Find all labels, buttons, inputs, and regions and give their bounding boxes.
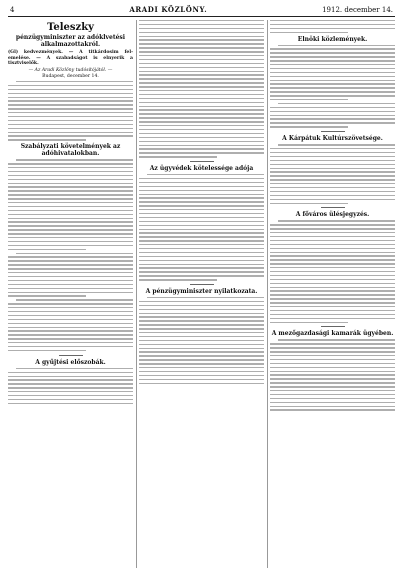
running-header [8, 5, 395, 17]
column-1 [8, 20, 133, 413]
newspaper-title: ARADI KÖZLÖNY. [129, 5, 208, 14]
column-3 [270, 20, 395, 413]
article-body-4 [139, 20, 264, 158]
section-heading-lawyers: Az ügyvédek kötelessége adója [149, 165, 254, 173]
article-dateline: Budapest, december 14. [42, 74, 99, 80]
article-body-11 [270, 339, 395, 410]
section-separator [270, 206, 395, 209]
article-body-2 [8, 159, 133, 351]
section-heading-collection: A gyűjtési előszobák. [35, 358, 106, 366]
section-heading-requirements: Szabályzati követelmények az adóhivatalokban. [20, 143, 121, 158]
article-title-teleszky: Teleszky [47, 22, 94, 33]
article-body-7 [270, 20, 395, 33]
article-source: — Az Aradi Közlöny tudósítójától. — [28, 67, 113, 73]
page-number: 4 [10, 6, 15, 14]
article-body-5 [139, 174, 264, 280]
article-columns [8, 20, 395, 413]
section-heading-minister: A pénzügyminiszter nyilatkozata. [145, 288, 258, 295]
article-body-1 [8, 81, 133, 141]
section-separator [270, 130, 395, 133]
article-body-8 [270, 45, 395, 128]
article-subtitle: pénzügyminiszter az adóklvetési alkalmazottakról. [15, 34, 126, 48]
column-2 [139, 20, 264, 413]
article-body-3 [8, 368, 133, 404]
section-heading-capital: A főváros ülésjegyzés. [295, 211, 370, 219]
section-separator [139, 160, 264, 163]
article-body-10 [270, 220, 395, 323]
article-body-6 [139, 297, 264, 384]
section-heading-agriculture: A mezőgazdasági kamarák ügyében. [271, 330, 394, 338]
section-heading-president: Elnöki közlemények. [297, 35, 368, 43]
section-separator [139, 283, 264, 286]
issue-date: 1912. december 14. [322, 6, 393, 14]
section-heading-carpathian: A Kárpátuk Kultúrszövetsége. [282, 135, 383, 143]
section-separator [8, 354, 133, 357]
article-lead: (Gl) kedvezmények. — A titkárdosim fel- emelése. — A szabadságot is elnyerik a tisztviselők. [8, 50, 133, 67]
section-separator [270, 325, 395, 328]
article-body-9 [270, 144, 395, 204]
